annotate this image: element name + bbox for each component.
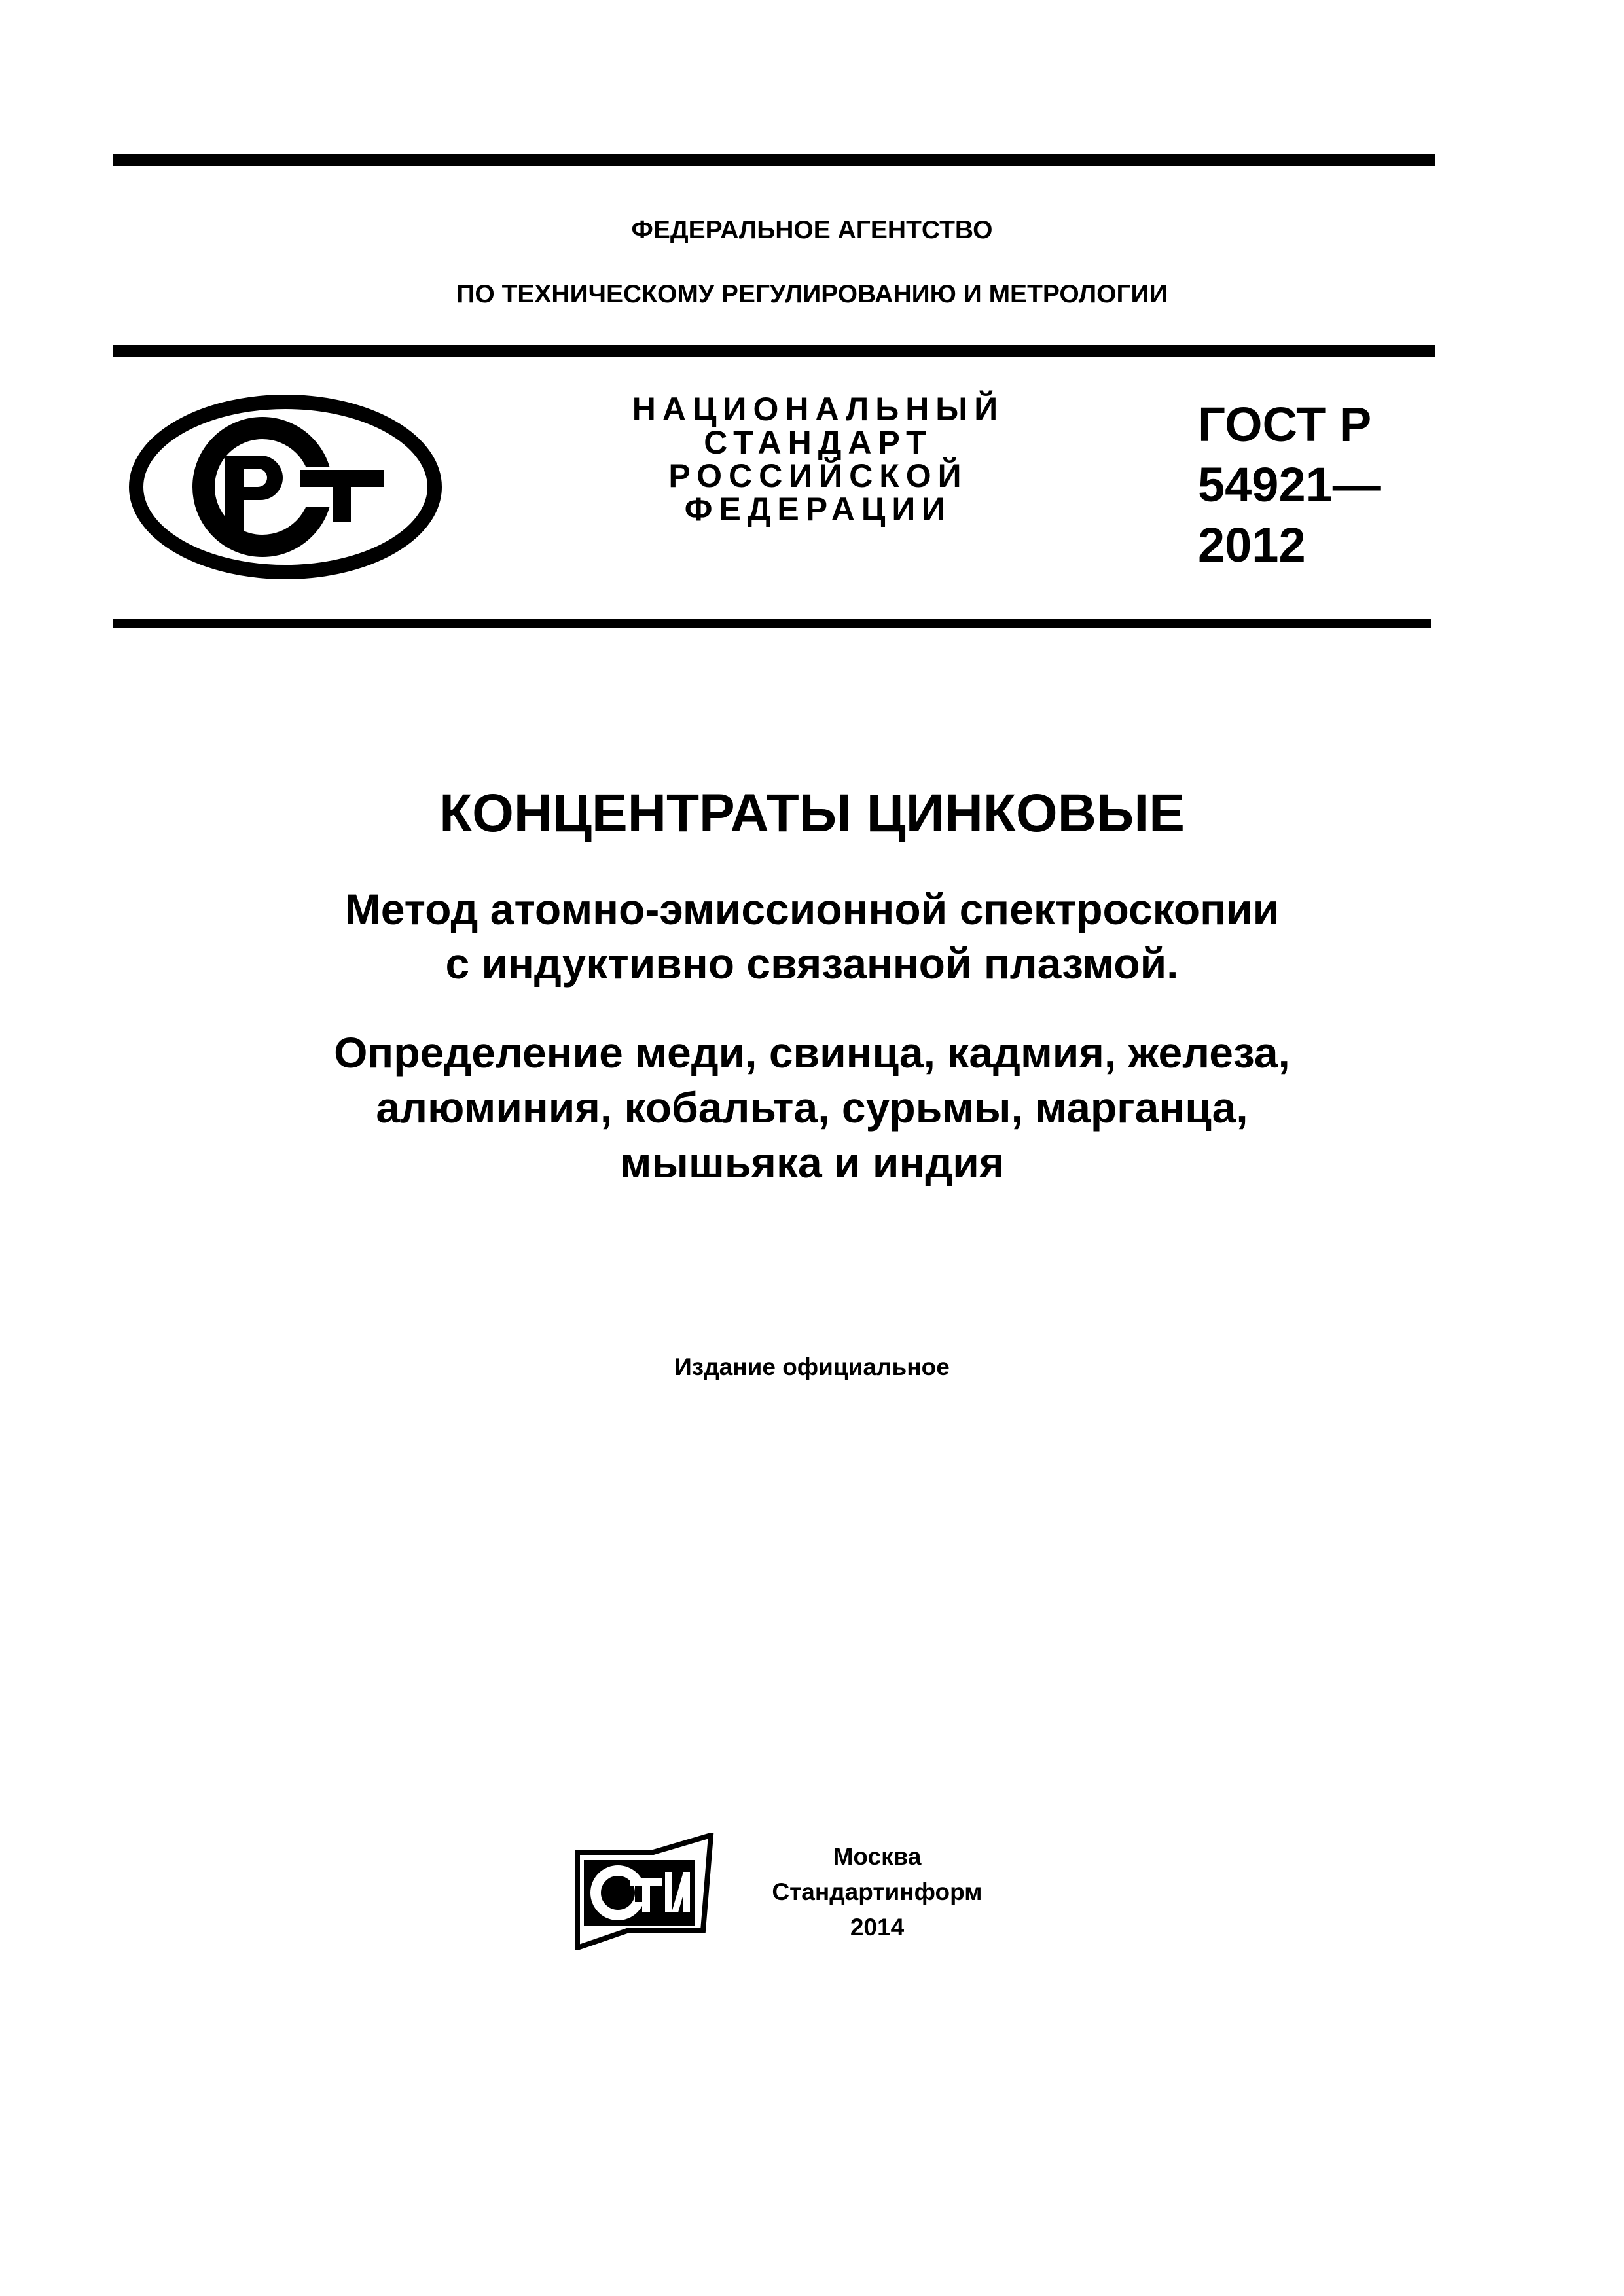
header-rule <box>113 345 1435 357</box>
document-title: КОНЦЕНТРАТЫ ЦИНКОВЫЕ <box>439 783 1185 843</box>
rst-logo-icon <box>128 395 442 579</box>
top-rule <box>113 154 1435 166</box>
document-subtitle-line: Метод атомно-эмиссионной спектроскопии <box>344 885 1280 933</box>
document-subtitle-line: алюминия, кобальта, сурьмы, марганца, <box>376 1083 1248 1132</box>
standard-code-line: 2012 <box>1198 518 1306 572</box>
document-subtitle-line: с индуктивно связанной плазмой. <box>445 939 1179 988</box>
sti-logo-icon <box>575 1833 715 1950</box>
document-subtitle-line: мышьяка и индия <box>619 1138 1005 1187</box>
standard-code-line: ГОСТ Р <box>1198 397 1372 452</box>
national-line: ФЕДЕРАЦИИ <box>684 491 952 528</box>
publisher-year: 2014 <box>850 1914 905 1941</box>
national-line: СТАНДАРТ <box>704 424 933 461</box>
publisher-name: Стандартинформ <box>772 1878 983 1905</box>
bottom-header-rule <box>113 619 1431 628</box>
standard-code <box>1198 395 1381 575</box>
edition-note: Издание официальное <box>674 1354 950 1380</box>
standard-code-line: 54921— <box>1198 457 1381 512</box>
agency-name-line2: ПО ТЕХНИЧЕСКОМУ РЕГУЛИРОВАНИЮ И МЕТРОЛОГИИ <box>456 280 1168 308</box>
national-line: РОССИЙСКОЙ <box>668 457 968 494</box>
national-standard-label <box>589 393 1047 526</box>
publisher-city: Москва <box>833 1843 922 1870</box>
publisher-block <box>720 1839 1034 1945</box>
national-line: НАЦИОНАЛЬНЫЙ <box>632 391 1005 427</box>
document-subtitle-line: Определение меди, свинца, кадмия, железа, <box>334 1028 1290 1077</box>
agency-name-line1: ФЕДЕРАЛЬНОЕ АГЕНТСТВО <box>631 216 993 244</box>
